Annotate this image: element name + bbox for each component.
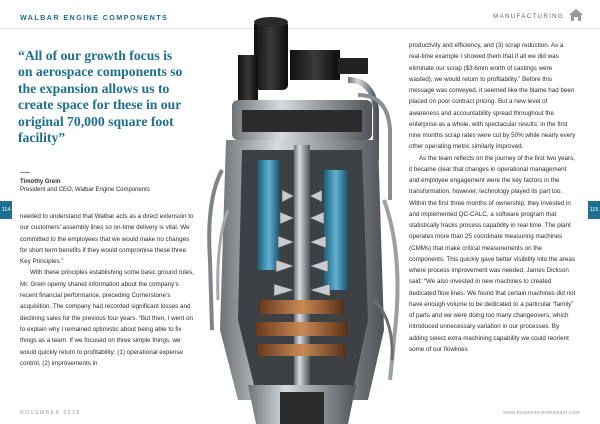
body-paragraph: productivity and efficiency, and (3) scrap reduction. As a real-time example I showed them that if all we did was eliminate our scrap ($3.6mm worth of castings were wasted), we would return to profitability.” Before this message was conveyed, it seemed like the blame had been placed on poor contract pricing. But a new level of awareness and accountability spread throughout the enterprise as a whole, with spectacular results: in the first nine months scrap rates were cut by 50% while nearly every other operating metric similarly improved. (409, 42, 576, 151)
body-column-left (20, 211, 196, 369)
quote-attribution (20, 178, 170, 194)
page-number-left: 114 (0, 201, 12, 219)
page-number-right: 115 (588, 201, 600, 219)
engine-cutaway-photo (198, 0, 406, 424)
body-paragraph: With these principles establishing some basic ground rules, Mr. Grein openly shared information about the company’s recent financial performance, preceding Cornerstone’s acquisition. The company had recorded significant losses and declining sales for the previous four years. “But then, I went on to explain why I remained optimistic about being able to fix things as a team. If we focused on three simple things, we would quickly return to profitability: (1) operational expense control, (2) improvements in (20, 269, 194, 367)
issue-date: NOVEMBER 2018 (20, 410, 81, 416)
quote-divider (20, 172, 30, 173)
author-name: Timothy Grein (20, 179, 61, 185)
body-column-right (409, 40, 577, 355)
home-icon[interactable] (568, 8, 584, 22)
pull-quote: “All of our growth focus is on aerospace components so the expansion allows us to create space for these in our original 70,000 square foot facility” (18, 48, 183, 146)
website-link[interactable]: www.businessreviewaust.com (503, 410, 580, 416)
author-title: President and CEO, Walbar Engine Components (20, 187, 150, 193)
publication-title: WALBAR ENGINE COMPONENTS (20, 13, 169, 22)
body-paragraph: As the team reflects on the journey of the first two years, it became clear that changes in operational management and employee engagement were the key factors in the transformation, however, technology played its part too. Within the first three months of ownership, they invested in and implemented QC-CALC, a software program that statistically tracks process capability in real time. The plant operates more than 25 coordinate measuring machines (CMMs) that make critical measurements on the components. This quickly gave better visibility into the areas where process improvement was needed. James Dickson said: “We also invested in new machines to created dedicated flow lines. We found that certain machines did not have enough volume to be dedicated to a particular “family” of parts and we were doing too many changeovers, which introduced unnecessary variation in our processes. By adding select extra machining capability we could reorient some of our flowlines (409, 154, 576, 353)
body-paragraph: needed to understand that Walbar acts as a direct extension to our customers’ assembly lines so on-time delivery is vital. We committed to the employees that we would make no changes for short term benefits if they would compromise these three Key Principles.” (20, 213, 194, 266)
section-label: MANUFACTURING (493, 13, 564, 20)
